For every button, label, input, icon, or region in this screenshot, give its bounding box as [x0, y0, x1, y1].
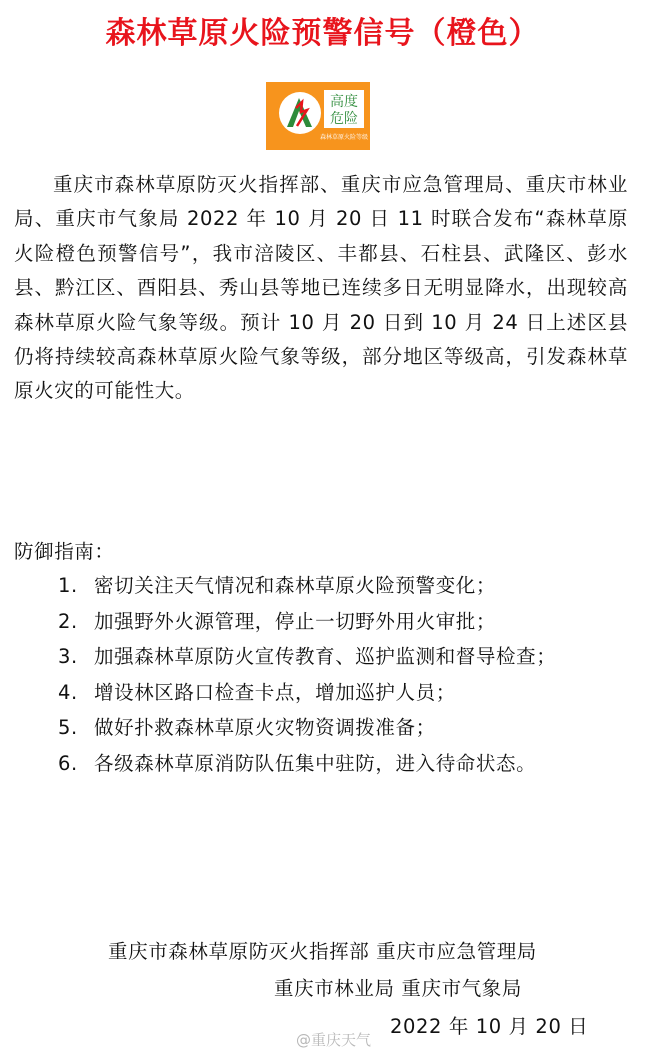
guide-item-number: 1. — [58, 574, 78, 597]
guide-item — [58, 642, 638, 678]
signature-date: 2022 年 10 月 20 日 — [390, 1015, 589, 1038]
guide-item-text: 加强野外火源管理，停止一切野外用火审批； — [94, 609, 497, 633]
logo-line1: 高度 — [330, 94, 358, 110]
guide-item-number: 6. — [58, 751, 78, 775]
guide-heading: 防御指南： — [14, 540, 115, 563]
guide-item — [58, 607, 638, 643]
guide-item-text: 各级森林草原消防队伍集中驻防，进入待命状态。 — [94, 751, 537, 775]
guide-item-text: 密切关注天气情况和森林草原火险预警变化； — [94, 574, 497, 597]
signature-line1: 重庆市森林草原防灭火指挥部 重庆市应急管理局 — [108, 940, 537, 963]
logo-caption: 森林草原火险等级 — [319, 134, 369, 141]
fire-danger-logo — [266, 82, 370, 150]
guide-item — [58, 713, 638, 749]
guide-item — [58, 571, 638, 607]
guide-item-text: 做好扑救森林草原火灾物资调拨准备； — [94, 716, 436, 740]
fire-danger-emblem-icon — [266, 82, 370, 150]
guide-item-number: 5. — [58, 716, 78, 740]
guide-item-number: 3. — [58, 645, 78, 669]
guide-list — [58, 571, 638, 785]
guide-item-number: 2. — [58, 609, 78, 633]
announcement-paragraph: 重庆市森林草原防灭火指挥部、重庆市应急管理局、重庆市林业局、重庆市气象局 2022 年 10 月 20 日 11 时联合发布“森林草原火险橙色预警信号”，我市涪陵区、丰都县、石柱县、武隆区、彭水县、黔江区、酉阳县、秀山县等地已连续多日无明显降水，出现较高森林草原火险气象等级。预计 10 月 20 日到 10 月 24 日上述区县仍将持续较高森林草原火险气象等级，部分地区等级高，引发森林草原火灾的可能性大。 — [14, 173, 628, 403]
logo-line2: 危险 — [330, 111, 358, 127]
weibo-watermark: @重庆天气 — [296, 1031, 372, 1049]
signature-line2: 重庆市林业局 重庆市气象局 — [274, 977, 522, 1000]
guide-item-number: 4. — [58, 680, 78, 704]
guide-item — [58, 678, 638, 714]
guide-item-text: 加强森林草原防火宣传教育、巡护监测和督导检查； — [94, 645, 557, 669]
guide-item-text: 增设林区路口检查卡点，增加巡护人员； — [94, 680, 456, 704]
guide-item — [58, 749, 638, 785]
page-title: 森林草原火险预警信号（橙色） — [105, 16, 540, 51]
